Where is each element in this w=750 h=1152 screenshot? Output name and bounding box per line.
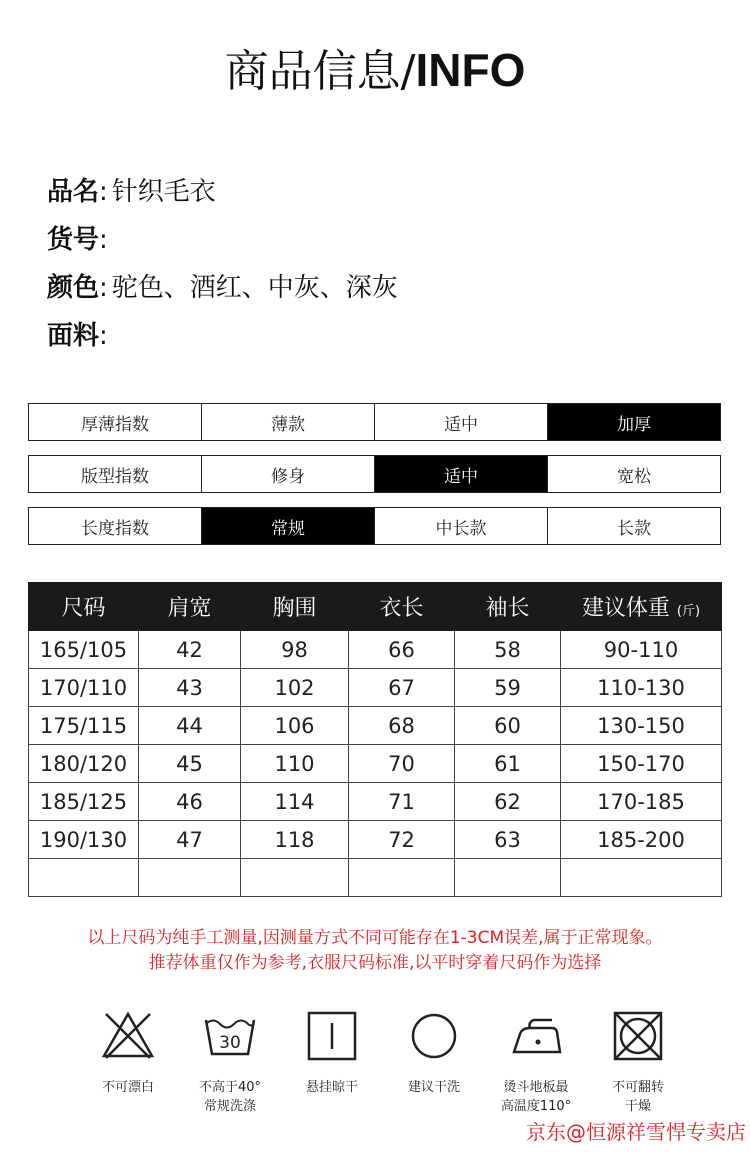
info-sep: : — [99, 321, 108, 351]
info-row-item-no — [47, 222, 112, 258]
index-label: 厚薄指数 — [29, 404, 202, 440]
info-row-color — [47, 270, 398, 306]
table-cell: 106 — [241, 707, 349, 745]
care-item — [394, 1008, 474, 1116]
table-cell: 118 — [241, 821, 349, 859]
table-cell — [241, 859, 349, 897]
table-cell: 110-130 — [561, 669, 722, 707]
table-cell: 63 — [455, 821, 561, 859]
table-cell: 60 — [455, 707, 561, 745]
index-option: 修身 — [202, 456, 375, 492]
page-title — [0, 40, 750, 102]
table-cell: 44 — [139, 707, 241, 745]
table-cell: 165/105 — [29, 631, 139, 669]
table-row — [29, 783, 722, 821]
care-item — [292, 1008, 372, 1116]
table-cell — [139, 859, 241, 897]
table-cell: 90-110 — [561, 631, 722, 669]
care-label: 不可翻转 干燥 — [611, 1080, 664, 1114]
table-cell: 58 — [455, 631, 561, 669]
info-key: 货号 — [47, 225, 100, 255]
table-cell — [349, 859, 455, 897]
table-cell: 114 — [241, 783, 349, 821]
table-cell: 175/115 — [29, 707, 139, 745]
info-value: 针织毛衣 — [111, 177, 216, 207]
table-cell: 43 — [139, 669, 241, 707]
care-item — [190, 1008, 270, 1116]
table-cell: 46 — [139, 783, 241, 821]
info-sep: : — [99, 225, 108, 255]
table-cell: 185/125 — [29, 783, 139, 821]
table-cell: 59 — [455, 669, 561, 707]
title-en: INFO — [415, 44, 526, 96]
title-cn: 商品信息/ — [224, 46, 416, 97]
table-cell — [29, 859, 139, 897]
col-header: 胸围 — [241, 583, 349, 631]
table-row — [29, 707, 722, 745]
wash-30-icon — [202, 1008, 258, 1064]
table-cell: 66 — [349, 631, 455, 669]
size-table — [28, 582, 722, 897]
size-table-header — [29, 583, 722, 631]
index-option-selected: 加厚 — [548, 404, 720, 440]
index-option: 薄款 — [202, 404, 375, 440]
table-cell: 185-200 — [561, 821, 722, 859]
length-index — [28, 507, 721, 545]
no-bleach-icon — [100, 1008, 156, 1064]
weight-unit: (斤) — [676, 604, 701, 619]
care-label: 不可漂白 — [101, 1080, 154, 1095]
dry-clean-icon — [406, 1008, 462, 1064]
care-label: 烫斗地板最 高温度110° — [500, 1080, 572, 1114]
index-option: 适中 — [375, 404, 548, 440]
table-cell: 71 — [349, 783, 455, 821]
col-header: 袖长 — [455, 583, 561, 631]
iron-icon — [508, 1008, 564, 1064]
info-value: 驼色、酒红、中灰、深灰 — [111, 273, 398, 303]
table-cell: 45 — [139, 745, 241, 783]
table-cell: 170/110 — [29, 669, 139, 707]
table-cell: 150-170 — [561, 745, 722, 783]
index-option: 宽松 — [617, 466, 651, 487]
table-cell: 180/120 — [29, 745, 139, 783]
index-option: 长款 — [617, 518, 651, 539]
table-row — [29, 669, 722, 707]
table-cell: 70 — [349, 745, 455, 783]
col-header: 肩宽 — [139, 583, 241, 631]
care-label: 建议干洗 — [407, 1080, 460, 1095]
info-sep: : — [99, 273, 108, 303]
care-item — [598, 1008, 678, 1116]
hang-dry-icon — [304, 1008, 360, 1064]
index-label: 版型指数 — [29, 456, 202, 492]
col-header-weight — [561, 583, 722, 631]
index-option-selected: 适中 — [375, 456, 548, 492]
col-header: 尺码 — [29, 583, 139, 631]
care-label: 不高于40° 常规洗涤 — [198, 1080, 262, 1114]
info-row-name — [47, 174, 216, 210]
table-cell: 67 — [349, 669, 455, 707]
table-cell: 47 — [139, 821, 241, 859]
table-cell: 62 — [455, 783, 561, 821]
table-cell: 190/130 — [29, 821, 139, 859]
table-cell: 42 — [139, 631, 241, 669]
table-cell: 102 — [241, 669, 349, 707]
table-row — [29, 821, 722, 859]
no-tumble-dry-icon — [610, 1008, 666, 1064]
care-item — [88, 1008, 168, 1116]
care-item — [496, 1008, 576, 1116]
info-row-fabric — [47, 318, 112, 354]
table-cell: 130-150 — [561, 707, 722, 745]
info-sep: : — [99, 177, 108, 207]
table-cell: 68 — [349, 707, 455, 745]
col-header-text: 建议体重 — [581, 596, 670, 621]
table-cell — [561, 859, 722, 897]
measurement-note: 以上尺码为纯手工测量,因测量方式不同可能存在1-3CM误差,属于正常现象。 — [87, 928, 663, 948]
table-cell: 61 — [455, 745, 561, 783]
wash-temp: 30 — [219, 1033, 241, 1053]
table-row — [29, 745, 722, 783]
shop-name: 京东@恒源祥雪悍专卖店 — [526, 1120, 746, 1144]
table-cell: 110 — [241, 745, 349, 783]
index-option: 中长款 — [375, 508, 548, 544]
table-cell — [455, 859, 561, 897]
info-key: 品名 — [47, 177, 100, 207]
info-key: 颜色 — [47, 273, 100, 303]
table-cell: 170-185 — [561, 783, 722, 821]
table-cell: 98 — [241, 631, 349, 669]
index-label: 长度指数 — [29, 508, 202, 544]
care-instructions — [88, 1008, 678, 1116]
index-option-selected: 常规 — [202, 508, 375, 544]
table-row — [29, 859, 722, 897]
weight-note: 推荐体重仅作为参考,衣服尺码标准,以平时穿着尺码作为选择 — [148, 953, 602, 973]
col-header: 衣长 — [349, 583, 455, 631]
table-row — [29, 631, 722, 669]
care-label: 悬挂晾干 — [305, 1080, 358, 1095]
info-key: 面料 — [47, 321, 100, 351]
fit-index — [28, 455, 721, 493]
thickness-index — [28, 403, 721, 441]
table-cell: 72 — [349, 821, 455, 859]
